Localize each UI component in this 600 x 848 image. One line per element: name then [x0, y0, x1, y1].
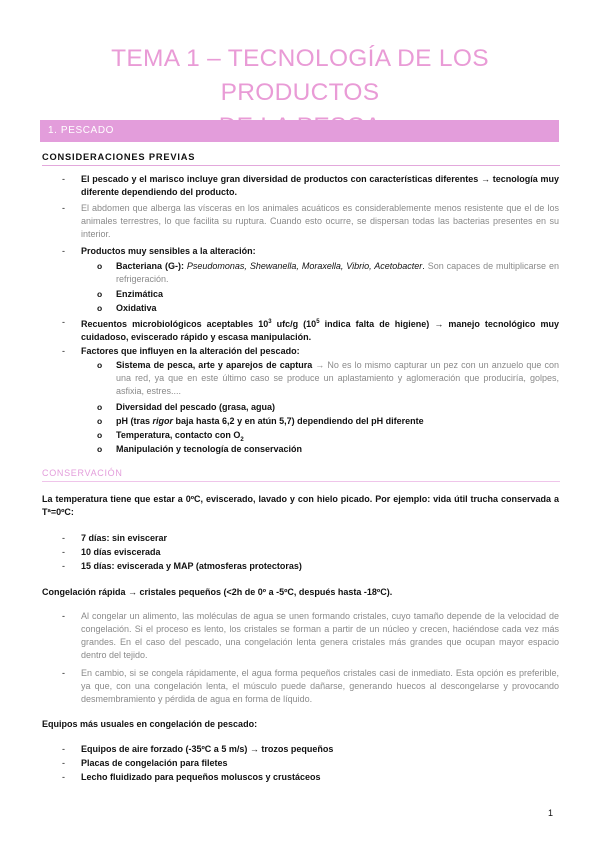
- paragraph-diversidad: [81, 173, 559, 199]
- text-italic: Pseudomonas, Shewanella, Moraxella, Vibrio, Acetobacter: [186, 261, 423, 271]
- bullet-dash: -: [62, 246, 65, 256]
- text-bold: Bacteriana (G-):: [116, 261, 187, 271]
- text-gray: Son capaces de multiplicarse en refrigeración.: [116, 261, 559, 284]
- bullet-dash: -: [62, 547, 65, 557]
- page-number: 1: [548, 808, 554, 818]
- paragraph-congelacion-detalle-1: [81, 610, 559, 662]
- bullet-dash: -: [62, 611, 65, 621]
- text-gray: Al congelar un alimento, las moléculas de agua se unen formando cristales, cuyo tamaño depende de la velocidad de congelación. Si el proceso es lento, los cristales se forman a partir de un núcleo y crecen, haciéndose cada vez más grandes. En el caso del pescado, una congelación lenta genera cristales más grandes que ocupan mayor espacio dentro del tejido.: [81, 611, 559, 660]
- text-bold: Recuentos microbiológicos aceptables 10: [81, 319, 269, 329]
- title-line-1: TEMA 1 – TECNOLOGÍA DE LOS PRODUCTOS: [111, 45, 489, 106]
- bullet-dash: -: [62, 744, 65, 754]
- text-bold: 7 días: sin eviscerar: [81, 533, 168, 543]
- paragraph-congelacion: [42, 586, 559, 599]
- text-bold: pH (tras: [116, 416, 153, 426]
- text-bold: Factores que influyen en la alteración del pescado:: [81, 346, 300, 356]
- bullet-circle: o: [97, 303, 103, 313]
- bullet-dash: -: [62, 203, 65, 213]
- text-bold: Temperatura, contacto con O: [116, 430, 241, 440]
- bullet-dash: -: [62, 561, 65, 571]
- bullet-circle: o: [97, 444, 103, 454]
- bullet-circle: o: [97, 402, 103, 412]
- item-enzimatica: [116, 288, 559, 301]
- text-gray: → No es lo mismo capturar un pez con un anzuelo que con una red, ya que en este último caso se produce un aplastamiento y aglomeración que produciría, golpes, asfixia, estres....: [116, 360, 559, 396]
- text-bold: Manipulación y tecnología de conservación: [116, 444, 303, 454]
- text-bold: Equipos más usuales en congelación de pescado:: [42, 719, 258, 729]
- bullet-circle: o: [97, 416, 103, 426]
- list-item: [81, 560, 559, 573]
- text-bold: Equipos de aire forzado (-35ºC a 5 m/s) → trozos pequeños: [81, 744, 334, 754]
- bullet-circle: o: [97, 261, 103, 271]
- list-item: [81, 743, 559, 756]
- superscript: 3: [268, 319, 272, 325]
- bullet-dash: -: [62, 317, 65, 327]
- item-diversidad: [116, 401, 559, 414]
- item-manipulacion: [116, 443, 559, 456]
- bullet-dash: -: [62, 533, 65, 543]
- paragraph-abdomen: [81, 202, 559, 241]
- text-bold: Productos muy sensibles a la alteración:: [81, 246, 256, 256]
- text-bold: El pescado y el marisco incluye gran diversidad de productos con características diferentes → tecnología muy diferente dependiendo del producto.: [81, 174, 559, 197]
- text-bold: Diversidad del pescado (grasa, agua): [116, 402, 276, 412]
- text-bold: Lecho fluidizado para pequeños moluscos y crustáceos: [81, 772, 321, 782]
- text-bold: indica falta de higiene) → manejo tecnológico muy cuidadoso, eviscerado rápido y escasa manipulación.: [81, 319, 559, 342]
- text-gray: En cambio, si se congela rápidamente, el agua forma pequeños cristales casi de inmediato. Esta opción es preferible, ya que, con una congelación lenta, el músculo puede dañarse, generando huecos al descongelarse y provocando desmembramiento y pérdida de agua en forma de líquido.: [81, 668, 559, 704]
- item-ph: [116, 415, 559, 428]
- text-gray: El abdomen que alberga las vísceras en los animales acuáticos es considerablemente menos resistente que el de los animales terrestres, lo que facilita su ruptura. Cuando esto ocurre, se dispersan todas las bacterias presentes en su interior.: [81, 203, 559, 239]
- bullet-dash: -: [62, 174, 65, 184]
- bullet-circle: o: [97, 289, 103, 299]
- text-bold: Enzimática: [116, 289, 164, 299]
- text-italic: rigor: [152, 416, 174, 426]
- superscript: 5: [316, 319, 320, 325]
- bullet-dash: -: [62, 346, 65, 356]
- item-bacteriana: [116, 260, 559, 286]
- subscript: 2: [240, 436, 244, 443]
- bullet-circle: o: [97, 360, 103, 370]
- paragraph-factores: [81, 345, 559, 358]
- section-bar: 1. PESCADO: [40, 120, 559, 142]
- text-bold: 15 días: eviscerada y MAP (atmosferas protectoras): [81, 561, 302, 571]
- subsection-heading-consideraciones: CONSIDERACIONES PREVIAS: [42, 152, 560, 166]
- list-item: [81, 546, 559, 559]
- paragraph-congelacion-detalle-2: [81, 667, 559, 706]
- paragraph-recuentos: [81, 316, 559, 344]
- text-bold: Oxidativa: [116, 303, 157, 313]
- item-oxidativa: [116, 302, 559, 315]
- list-item: [81, 757, 559, 770]
- bullet-dash: -: [62, 772, 65, 782]
- paragraph-sensibles: [81, 245, 559, 258]
- item-sistema-pesca: [116, 359, 559, 398]
- paragraph-conservacion-intro: [42, 493, 559, 519]
- text-bold: baja hasta 6,2 y en atún 5,7) dependiendo del pH diferente: [173, 416, 424, 426]
- bullet-dash: -: [62, 758, 65, 768]
- text-dot: .: [422, 261, 428, 271]
- list-item: [81, 771, 559, 784]
- bullet-circle: o: [97, 430, 103, 440]
- list-item: [81, 532, 559, 545]
- text-bold: La temperatura tiene que estar a 0ºC, eviscerado, lavado y con hielo picado. Por ejemplo: vida útil trucha conservada a Tª=0ºC:: [42, 494, 559, 517]
- text-bold: ufc/g (10: [271, 319, 317, 329]
- text-bold: Congelación rápida → cristales pequeños (<2h de 0º a -5ºC, después hasta -18ºC).: [42, 587, 393, 597]
- paragraph-equipos-title: [42, 718, 559, 731]
- bullet-dash: -: [62, 668, 65, 678]
- subsection-heading-conservacion: CONSERVACIÓN: [42, 468, 560, 482]
- text-bold: Sistema de pesca, arte y aparejos de captura: [116, 360, 313, 370]
- text-bold: Placas de congelación para filetes: [81, 758, 228, 768]
- text-bold: 10 días eviscerada: [81, 547, 161, 557]
